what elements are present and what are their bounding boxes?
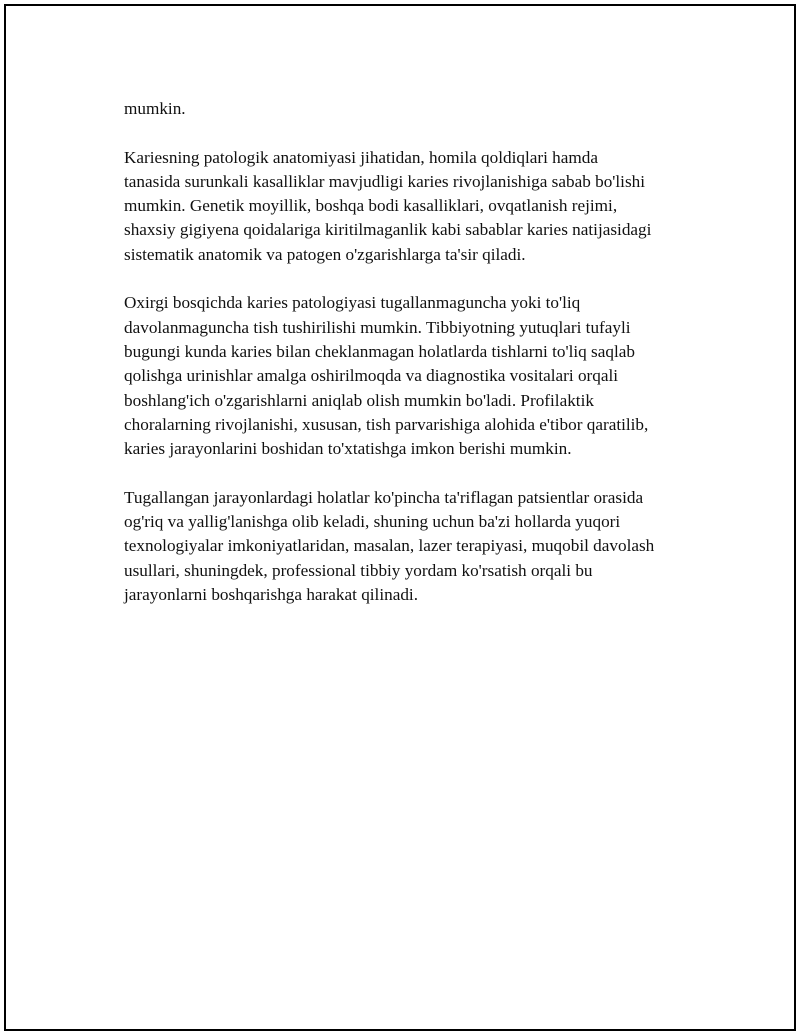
paragraph-2 xyxy=(124,146,704,267)
text-line: mumkin. Genetik moyillik, boshqa bodi kasalliklari, ovqatlanish rejimi, xyxy=(124,196,618,216)
text-line: bugungi kunda karies bilan cheklanmagan holatlarda tishlarni to'liq saqlab xyxy=(124,341,635,361)
text-line: usullari, shuningdek, professional tibbiy yordam ko'rsatish orqali bu xyxy=(124,560,593,580)
paragraph-4 xyxy=(124,486,704,607)
text-line: tanasida surunkali kasalliklar mavjudligi karies rivojlanishiga sabab bo'lishi xyxy=(124,171,645,191)
text-line: texnologiyalar imkoniyatlaridan, masalan, lazer terapiyasi, muqobil davolash xyxy=(124,536,655,556)
text-line: og'riq va yallig'lanishga olib keladi, shuning uchun ba'zi hollarda yuqori xyxy=(124,512,621,532)
text-line: Tugallangan jarayonlardagi holatlar ko'pincha ta'riflagan patsientlar orasida xyxy=(124,487,644,507)
text-line: jarayonlarni boshqarishga harakat qilinadi. xyxy=(124,584,419,604)
text-line: choralarning rivojlanishi, xususan, tish parvarishiga alohida e'tibor qaratilib, xyxy=(124,414,649,434)
text-line: boshlang'ich o'zgarishlarni aniqlab olish mumkin bo'ladi. Profilaktik xyxy=(124,390,594,410)
text-line: mumkin. xyxy=(124,99,186,118)
text-line: shaxsiy gigiyena qoidalariga kiritilmaganlik kabi sabablar karies natijasidagi xyxy=(124,220,652,240)
document-body xyxy=(124,97,704,632)
text-line: Oxirgi bosqichda karies patologiyasi tugallanmaguncha yoki to'liq xyxy=(124,293,581,313)
text-line: qolishga urinishlar amalga oshirilmoqda va diagnostika vositalari orqali xyxy=(124,366,619,386)
text-line: davolanmaguncha tish tushirilishi mumkin. Tibbiyotning yutuqlari tufayli xyxy=(124,317,631,337)
page-frame xyxy=(4,4,796,1031)
text-line: karies jarayonlarini boshidan to'xtatishga imkon berishi mumkin. xyxy=(124,439,572,459)
paragraph-3 xyxy=(124,291,704,461)
text-line: sistematik anatomik va patogen o'zgarishlarga ta'sir qiladi. xyxy=(124,244,526,264)
text-line: Kariesning patologik anatomiyasi jihatidan, homila qoldiqlari hamda xyxy=(124,147,598,167)
paragraph-1 xyxy=(124,97,704,121)
